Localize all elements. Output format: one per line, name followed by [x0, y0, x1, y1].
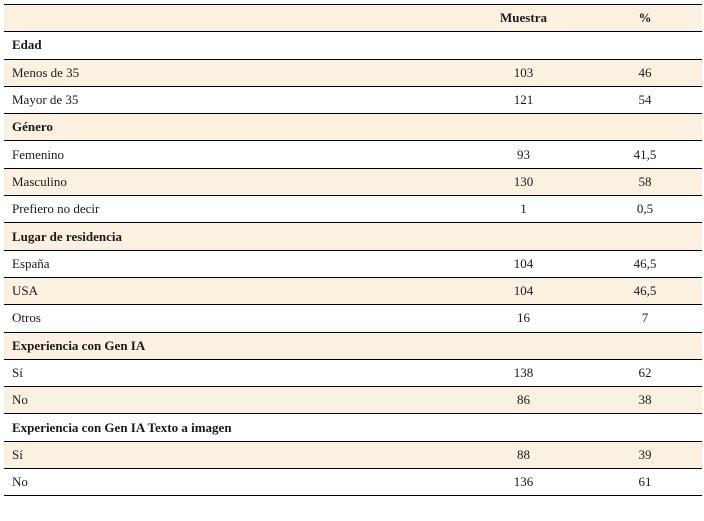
muestra-cell	[459, 32, 588, 59]
table-row	[4, 277, 702, 304]
muestra-cell: 93	[459, 141, 588, 168]
row-label: USA	[4, 277, 459, 304]
section-header-row	[4, 223, 702, 250]
section-title: Género	[4, 114, 459, 141]
percent-cell: 58	[588, 168, 702, 195]
table-row	[4, 168, 702, 195]
table-row	[4, 196, 702, 223]
sample-demographics-table	[4, 4, 702, 496]
muestra-cell: 88	[459, 441, 588, 468]
muestra-cell: 104	[459, 277, 588, 304]
percent-cell: 41,5	[588, 141, 702, 168]
table-body	[4, 32, 702, 496]
row-label: España	[4, 250, 459, 277]
muestra-cell: 103	[459, 59, 588, 86]
muestra-cell: 16	[459, 305, 588, 332]
percent-cell: 0,5	[588, 196, 702, 223]
table-header-row	[4, 5, 702, 32]
table-row	[4, 387, 702, 414]
row-label: Prefiero no decir	[4, 196, 459, 223]
table-row	[4, 59, 702, 86]
section-header-row	[4, 332, 702, 359]
row-label: Femenino	[4, 141, 459, 168]
percent-cell	[588, 223, 702, 250]
table-row	[4, 359, 702, 386]
table-row	[4, 305, 702, 332]
percent-cell: 39	[588, 441, 702, 468]
row-label: Sí	[4, 441, 459, 468]
percent-cell	[588, 114, 702, 141]
percent-cell: 46	[588, 59, 702, 86]
row-label: Menos de 35	[4, 59, 459, 86]
percent-cell	[588, 414, 702, 441]
muestra-cell: 121	[459, 86, 588, 113]
row-label: No	[4, 387, 459, 414]
section-title: Lugar de residencia	[4, 223, 459, 250]
header-label-cell	[4, 5, 459, 32]
percent-cell	[588, 32, 702, 59]
section-title: Experiencia con Gen IA	[4, 332, 459, 359]
header-percent: %	[588, 5, 702, 32]
section-header-row	[4, 414, 702, 441]
muestra-cell: 138	[459, 359, 588, 386]
percent-cell: 61	[588, 469, 702, 496]
table-row	[4, 141, 702, 168]
muestra-cell: 104	[459, 250, 588, 277]
percent-cell: 54	[588, 86, 702, 113]
muestra-cell: 86	[459, 387, 588, 414]
row-label: Sí	[4, 359, 459, 386]
muestra-cell: 130	[459, 168, 588, 195]
table-row	[4, 441, 702, 468]
row-label: Mayor de 35	[4, 86, 459, 113]
table-row	[4, 86, 702, 113]
header-muestra: Muestra	[459, 5, 588, 32]
percent-cell: 46,5	[588, 277, 702, 304]
row-label: No	[4, 469, 459, 496]
muestra-cell	[459, 223, 588, 250]
row-label: Otros	[4, 305, 459, 332]
table-row	[4, 250, 702, 277]
section-title: Experiencia con Gen IA Texto a imagen	[4, 414, 459, 441]
muestra-cell	[459, 414, 588, 441]
row-label: Masculino	[4, 168, 459, 195]
muestra-cell: 136	[459, 469, 588, 496]
section-title: Edad	[4, 32, 459, 59]
muestra-cell: 1	[459, 196, 588, 223]
section-header-row	[4, 32, 702, 59]
section-header-row	[4, 114, 702, 141]
muestra-cell	[459, 332, 588, 359]
table-row	[4, 469, 702, 496]
muestra-cell	[459, 114, 588, 141]
percent-cell: 46,5	[588, 250, 702, 277]
percent-cell: 7	[588, 305, 702, 332]
percent-cell	[588, 332, 702, 359]
percent-cell: 62	[588, 359, 702, 386]
percent-cell: 38	[588, 387, 702, 414]
